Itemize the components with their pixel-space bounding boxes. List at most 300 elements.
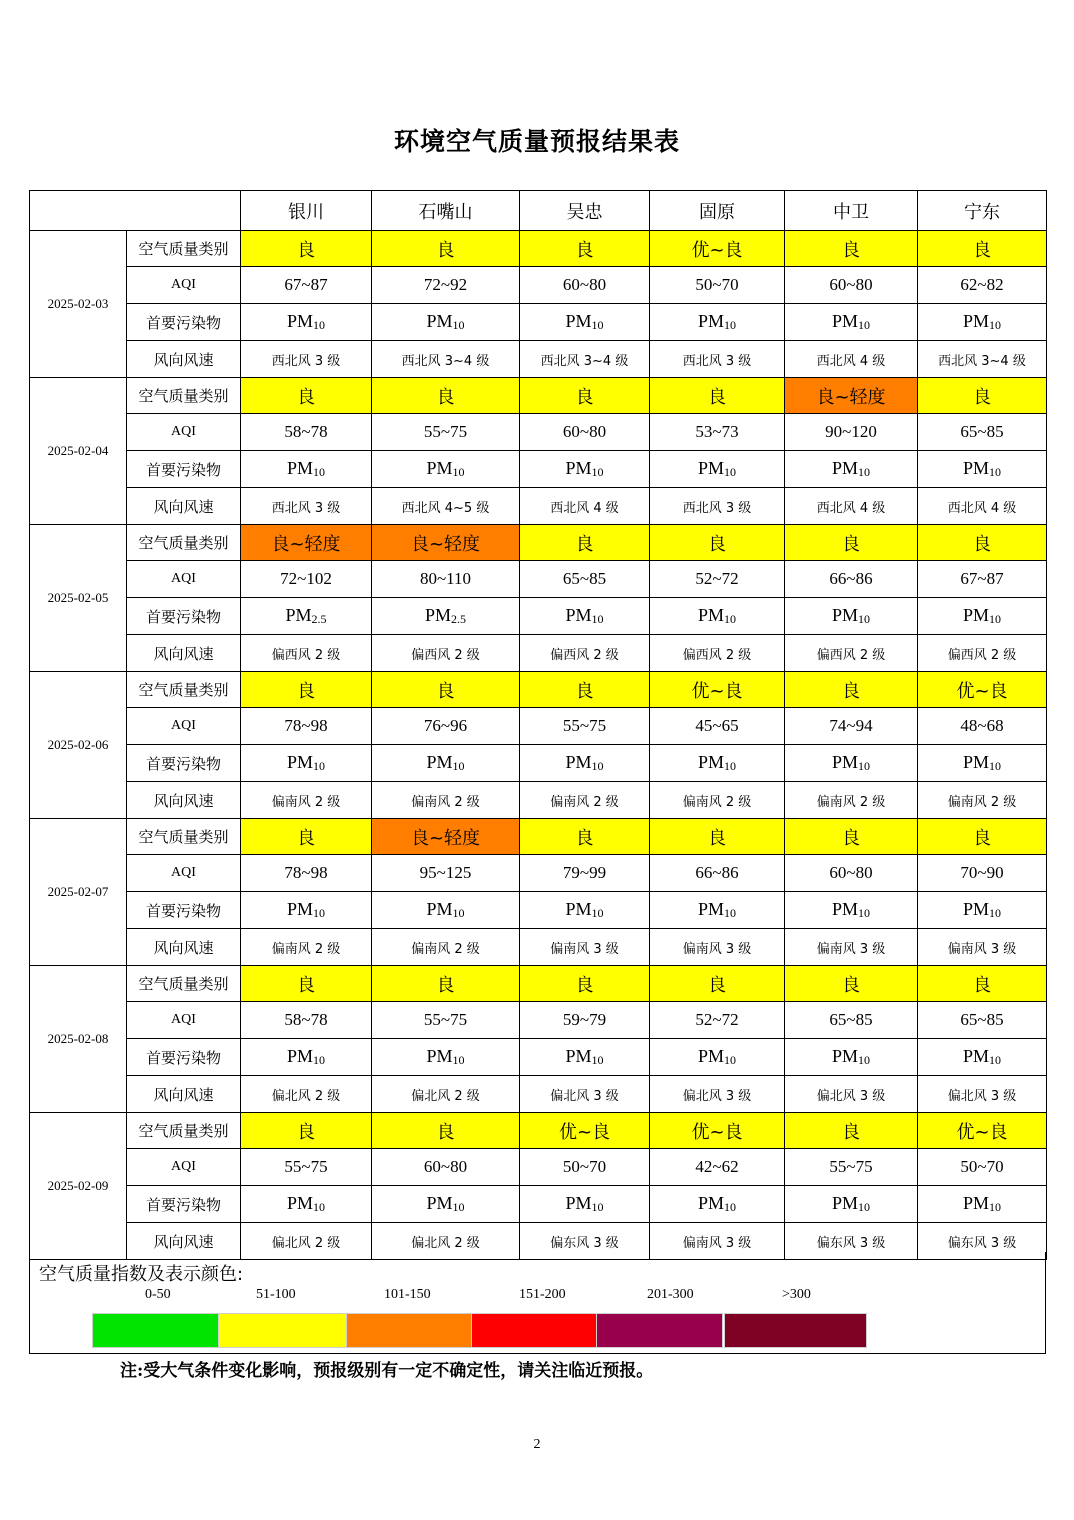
- primary-pollutant-cell: [918, 598, 1047, 635]
- wind-cell: 偏南风 3 级: [650, 1223, 785, 1260]
- row-label-wind: 风向风速: [127, 341, 241, 378]
- aqi-range-cell: 60~80: [785, 855, 918, 892]
- primary-pollutant-cell: [241, 1186, 372, 1223]
- aqi-range-cell: 78~98: [241, 708, 372, 745]
- pollutant-prefix: PM: [962, 1046, 989, 1066]
- aqi-range-cell: 78~98: [241, 855, 372, 892]
- row-label-aqi: AQI: [127, 267, 241, 304]
- pollutant-prefix: PM: [831, 1193, 858, 1213]
- wind-cell: 西北风 3 级: [650, 488, 785, 525]
- city-header: 吴忠: [520, 191, 650, 231]
- forecast-row-aqi: [30, 1002, 1047, 1039]
- aqi-range-cell: 55~75: [241, 1149, 372, 1186]
- aqi-category-cell: 良: [520, 966, 650, 1002]
- aqi-range-cell: 65~85: [918, 414, 1047, 451]
- aqi-category-cell: 良: [785, 819, 918, 855]
- wind-cell: 西北风 4 级: [785, 341, 918, 378]
- pollutant-prefix: PM: [286, 752, 313, 772]
- date-cell: 2025-02-06: [30, 672, 127, 819]
- aqi-range-cell: 60~80: [520, 267, 650, 304]
- row-label-pollutant: 首要污染物: [127, 451, 241, 488]
- forecast-note: 注:受大气条件变化影响，预报级别有一定不确定性，请关注临近预报。: [120, 1361, 654, 1381]
- pollutant-subscript: 10: [858, 612, 870, 626]
- primary-pollutant-cell: [241, 1039, 372, 1076]
- row-label-category: 空气质量类别: [127, 231, 241, 267]
- aqi-category-cell: 优~良: [650, 231, 785, 267]
- pollutant-subscript: 10: [989, 1200, 1001, 1214]
- wind-cell: 偏南风 3 级: [520, 929, 650, 966]
- aqi-category-cell: 良: [650, 378, 785, 414]
- pollutant-prefix: PM: [286, 1046, 313, 1066]
- primary-pollutant-cell: [918, 892, 1047, 929]
- wind-cell: 偏南风 2 级: [650, 782, 785, 819]
- wind-cell: 偏南风 2 级: [785, 782, 918, 819]
- aqi-category-cell: 良: [241, 1113, 372, 1149]
- pollutant-subscript: 10: [313, 906, 325, 920]
- aqi-range-cell: 70~90: [918, 855, 1047, 892]
- wind-cell: 偏南风 3 级: [918, 929, 1047, 966]
- wind-cell: 西北风 4 级: [785, 488, 918, 525]
- aqi-range-cell: 65~85: [520, 561, 650, 598]
- aqi-range-cell: 52~72: [650, 1002, 785, 1039]
- primary-pollutant-cell: [785, 892, 918, 929]
- pollutant-subscript: 10: [989, 906, 1001, 920]
- date-cell: 2025-02-03: [30, 231, 127, 378]
- pollutant-subscript: 2.5: [311, 612, 327, 626]
- row-label-pollutant: 首要污染物: [127, 892, 241, 929]
- wind-cell: 偏南风 2 级: [918, 782, 1047, 819]
- aqi-category-cell: 良: [918, 966, 1047, 1002]
- pollutant-subscript: 10: [452, 318, 465, 332]
- aqi-range-cell: 66~86: [785, 561, 918, 598]
- date-cell: 2025-02-04: [30, 378, 127, 525]
- primary-pollutant-cell: [372, 451, 520, 488]
- pollutant-subscript: 10: [452, 1053, 465, 1067]
- pollutant-subscript: 10: [989, 318, 1001, 332]
- row-label-wind: 风向风速: [127, 1223, 241, 1260]
- pollutant-subscript: 10: [724, 1200, 736, 1214]
- aqi-range-cell: 76~96: [372, 708, 520, 745]
- pollutant-prefix: PM: [697, 458, 724, 478]
- legend-range-label: 151-200: [519, 1287, 566, 1302]
- pollutant-prefix: PM: [286, 311, 313, 331]
- pollutant-prefix: PM: [962, 458, 989, 478]
- row-label-category: 空气质量类别: [127, 672, 241, 708]
- row-label-aqi: AQI: [127, 414, 241, 451]
- aqi-category-cell: 良: [650, 966, 785, 1002]
- forecast-row-category: [30, 1113, 1047, 1149]
- corner-cell: [30, 191, 241, 231]
- pollutant-prefix: PM: [831, 752, 858, 772]
- pollutant-subscript: 10: [591, 465, 604, 479]
- pollutant-subscript: 10: [724, 465, 736, 479]
- forecast-row-aqi: [30, 708, 1047, 745]
- primary-pollutant-cell: [372, 304, 520, 341]
- pollutant-prefix: PM: [962, 752, 989, 772]
- date-cell: 2025-02-07: [30, 819, 127, 966]
- pollutant-prefix: PM: [565, 1046, 592, 1066]
- pollutant-prefix: PM: [426, 1046, 453, 1066]
- primary-pollutant-cell: [918, 745, 1047, 782]
- aqi-range-cell: 55~75: [372, 414, 520, 451]
- wind-cell: 西北风 4 级: [520, 488, 650, 525]
- wind-cell: 偏北风 2 级: [241, 1076, 372, 1113]
- row-label-aqi: AQI: [127, 708, 241, 745]
- aqi-range-cell: 52~72: [650, 561, 785, 598]
- pollutant-subscript: 10: [989, 1053, 1001, 1067]
- primary-pollutant-cell: [650, 745, 785, 782]
- pollutant-subscript: 10: [724, 906, 736, 920]
- primary-pollutant-cell: [520, 1039, 650, 1076]
- wind-cell: 西北风 3 级: [241, 488, 372, 525]
- primary-pollutant-cell: [650, 1039, 785, 1076]
- aqi-category-cell: 良: [372, 966, 520, 1002]
- city-header: 石嘴山: [372, 191, 520, 231]
- aqi-range-cell: 60~80: [372, 1149, 520, 1186]
- primary-pollutant-cell: [918, 1039, 1047, 1076]
- aqi-category-cell: 良~轻度: [785, 378, 918, 414]
- aqi-range-cell: 79~99: [520, 855, 650, 892]
- forecast-table: [29, 190, 1047, 1260]
- aqi-category-cell: 良: [520, 378, 650, 414]
- pollutant-prefix: PM: [424, 605, 451, 625]
- forecast-row-category: [30, 672, 1047, 708]
- wind-cell: 偏北风 2 级: [372, 1223, 520, 1260]
- row-label-pollutant: 首要污染物: [127, 304, 241, 341]
- pollutant-prefix: PM: [426, 899, 453, 919]
- pollutant-prefix: PM: [962, 1193, 989, 1213]
- pollutant-prefix: PM: [565, 311, 592, 331]
- forecast-body: [30, 191, 1047, 1260]
- legend-range-label: 201-300: [647, 1287, 694, 1302]
- row-label-wind: 风向风速: [127, 782, 241, 819]
- date-cell: 2025-02-05: [30, 525, 127, 672]
- legend-color-swatch: [471, 1313, 597, 1348]
- wind-cell: 西北风 3 级: [241, 341, 372, 378]
- pollutant-prefix: PM: [426, 1193, 453, 1213]
- aqi-category-cell: 优~良: [650, 672, 785, 708]
- forecast-row-wind: [30, 929, 1047, 966]
- aqi-category-cell: 良: [520, 525, 650, 561]
- primary-pollutant-cell: [520, 1186, 650, 1223]
- aqi-range-cell: 53~73: [650, 414, 785, 451]
- forecast-row-pollutant: [30, 451, 1047, 488]
- legend-color-swatch: [596, 1313, 723, 1348]
- forecast-row-category: [30, 819, 1047, 855]
- aqi-category-cell: 优~良: [520, 1113, 650, 1149]
- forecast-row-aqi: [30, 414, 1047, 451]
- pollutant-subscript: 2.5: [451, 612, 466, 626]
- aqi-category-cell: 良: [372, 672, 520, 708]
- wind-cell: 偏东风 3 级: [785, 1223, 918, 1260]
- primary-pollutant-cell: [918, 451, 1047, 488]
- aqi-category-cell: 良~轻度: [241, 525, 372, 561]
- pollutant-subscript: 10: [989, 465, 1001, 479]
- primary-pollutant-cell: [520, 745, 650, 782]
- primary-pollutant-cell: [372, 892, 520, 929]
- aqi-category-cell: 良: [520, 231, 650, 267]
- pollutant-subscript: 10: [313, 1053, 325, 1067]
- wind-cell: 偏南风 2 级: [372, 929, 520, 966]
- aqi-range-cell: 67~87: [918, 561, 1047, 598]
- aqi-range-cell: 60~80: [785, 267, 918, 304]
- aqi-category-cell: 良: [918, 525, 1047, 561]
- row-label-pollutant: 首要污染物: [127, 598, 241, 635]
- wind-cell: 偏北风 3 级: [520, 1076, 650, 1113]
- pollutant-prefix: PM: [565, 752, 592, 772]
- page-number: 2: [533, 1437, 541, 1452]
- pollutant-prefix: PM: [697, 1193, 724, 1213]
- wind-cell: 偏西风 2 级: [372, 635, 520, 672]
- pollutant-prefix: PM: [831, 899, 858, 919]
- pollutant-subscript: 10: [858, 1053, 870, 1067]
- forecast-row-aqi: [30, 561, 1047, 598]
- aqi-range-cell: 42~62: [650, 1149, 785, 1186]
- pollutant-subscript: 10: [591, 1053, 604, 1067]
- legend-title: 空气质量指数及表示颜色:: [39, 1264, 244, 1285]
- row-label-aqi: AQI: [127, 1002, 241, 1039]
- aqi-category-cell: 良~轻度: [372, 525, 520, 561]
- page-title: 环境空气质量预报结果表: [393, 127, 680, 156]
- primary-pollutant-cell: [241, 598, 372, 635]
- city-header: 宁东: [918, 191, 1047, 231]
- row-label-category: 空气质量类别: [127, 378, 241, 414]
- aqi-range-cell: 95~125: [372, 855, 520, 892]
- pollutant-prefix: PM: [565, 1193, 592, 1213]
- aqi-category-cell: 良: [785, 1113, 918, 1149]
- primary-pollutant-cell: [241, 304, 372, 341]
- aqi-category-cell: 良: [650, 525, 785, 561]
- wind-cell: 偏南风 2 级: [241, 782, 372, 819]
- wind-cell: 偏西风 2 级: [918, 635, 1047, 672]
- forecast-row-aqi: [30, 1149, 1047, 1186]
- row-label-category: 空气质量类别: [127, 525, 241, 561]
- primary-pollutant-cell: [241, 745, 372, 782]
- primary-pollutant-cell: [650, 892, 785, 929]
- primary-pollutant-cell: [372, 598, 520, 635]
- pollutant-prefix: PM: [286, 1193, 313, 1213]
- forecast-row-pollutant: [30, 745, 1047, 782]
- forecast-row-wind: [30, 782, 1047, 819]
- row-label-pollutant: 首要污染物: [127, 745, 241, 782]
- pollutant-prefix: PM: [697, 311, 724, 331]
- aqi-range-cell: 72~102: [241, 561, 372, 598]
- forecast-row-category: [30, 378, 1047, 414]
- forecast-row-pollutant: [30, 1186, 1047, 1223]
- aqi-range-cell: 65~85: [918, 1002, 1047, 1039]
- pollutant-prefix: PM: [697, 1046, 724, 1066]
- pollutant-subscript: 10: [989, 612, 1001, 626]
- wind-cell: 偏南风 3 级: [785, 929, 918, 966]
- pollutant-subscript: 10: [989, 759, 1001, 773]
- pollutant-subscript: 10: [452, 906, 465, 920]
- wind-cell: 偏西风 2 级: [241, 635, 372, 672]
- aqi-range-cell: 80~110: [372, 561, 520, 598]
- pollutant-prefix: PM: [565, 458, 592, 478]
- wind-cell: 偏东风 3 级: [520, 1223, 650, 1260]
- primary-pollutant-cell: [650, 598, 785, 635]
- legend-color-swatch: [218, 1313, 347, 1348]
- pollutant-subscript: 10: [313, 1200, 325, 1214]
- primary-pollutant-cell: [241, 451, 372, 488]
- aqi-category-cell: 良: [372, 378, 520, 414]
- wind-cell: 西北风 3 级: [650, 341, 785, 378]
- aqi-category-cell: 良: [241, 819, 372, 855]
- pollutant-subscript: 10: [313, 318, 325, 332]
- wind-cell: 偏南风 2 级: [372, 782, 520, 819]
- aqi-range-cell: 50~70: [918, 1149, 1047, 1186]
- row-label-category: 空气质量类别: [127, 819, 241, 855]
- pollutant-prefix: PM: [426, 311, 453, 331]
- primary-pollutant-cell: [372, 1039, 520, 1076]
- wind-cell: 西北风 4~5 级: [372, 488, 520, 525]
- pollutant-subscript: 10: [724, 759, 736, 773]
- legend-color-swatch: [724, 1313, 867, 1348]
- row-label-wind: 风向风速: [127, 488, 241, 525]
- primary-pollutant-cell: [520, 598, 650, 635]
- forecast-row-wind: [30, 488, 1047, 525]
- pollutant-prefix: PM: [697, 752, 724, 772]
- pollutant-subscript: 10: [591, 759, 604, 773]
- aqi-range-cell: 60~80: [520, 414, 650, 451]
- pollutant-subscript: 10: [452, 759, 465, 773]
- aqi-category-cell: 良: [918, 231, 1047, 267]
- aqi-range-cell: 48~68: [918, 708, 1047, 745]
- aqi-category-cell: 优~良: [918, 672, 1047, 708]
- wind-cell: 偏北风 2 级: [372, 1076, 520, 1113]
- wind-cell: 偏北风 2 级: [241, 1223, 372, 1260]
- wind-cell: 西北风 3~4 级: [918, 341, 1047, 378]
- row-label-wind: 风向风速: [127, 635, 241, 672]
- aqi-category-cell: 良: [372, 1113, 520, 1149]
- aqi-range-cell: 55~75: [785, 1149, 918, 1186]
- legend-range-label: 51-100: [256, 1287, 296, 1302]
- forecast-row-category: [30, 966, 1047, 1002]
- primary-pollutant-cell: [650, 451, 785, 488]
- aqi-category-cell: 良: [918, 378, 1047, 414]
- row-label-wind: 风向风速: [127, 1076, 241, 1113]
- aqi-category-cell: 良: [241, 378, 372, 414]
- aqi-range-cell: 74~94: [785, 708, 918, 745]
- wind-cell: 偏南风 2 级: [520, 782, 650, 819]
- city-header: 中卫: [785, 191, 918, 231]
- aqi-category-cell: 良: [372, 231, 520, 267]
- primary-pollutant-cell: [918, 304, 1047, 341]
- aqi-range-cell: 65~85: [785, 1002, 918, 1039]
- forecast-row-pollutant: [30, 304, 1047, 341]
- forecast-row-aqi: [30, 855, 1047, 892]
- aqi-category-cell: 优~良: [650, 1113, 785, 1149]
- primary-pollutant-cell: [650, 1186, 785, 1223]
- legend-range-label: >300: [782, 1287, 811, 1302]
- primary-pollutant-cell: [650, 304, 785, 341]
- aqi-range-cell: 90~120: [785, 414, 918, 451]
- aqi-category-cell: 良: [785, 231, 918, 267]
- city-header: 固原: [650, 191, 785, 231]
- pollutant-prefix: PM: [831, 1046, 858, 1066]
- row-label-category: 空气质量类别: [127, 1113, 241, 1149]
- aqi-category-cell: 良: [241, 966, 372, 1002]
- pollutant-subscript: 10: [724, 612, 736, 626]
- forecast-row-wind: [30, 635, 1047, 672]
- pollutant-prefix: PM: [962, 899, 989, 919]
- wind-cell: 偏西风 2 级: [520, 635, 650, 672]
- row-label-aqi: AQI: [127, 855, 241, 892]
- legend-color-swatch: [92, 1313, 219, 1348]
- pollutant-subscript: 10: [724, 1053, 736, 1067]
- pollutant-prefix: PM: [426, 752, 453, 772]
- pollutant-prefix: PM: [286, 899, 313, 919]
- forecast-row-pollutant: [30, 892, 1047, 929]
- row-label-aqi: AQI: [127, 1149, 241, 1186]
- aqi-category-cell: 良: [918, 819, 1047, 855]
- pollutant-prefix: PM: [831, 311, 858, 331]
- row-label-category: 空气质量类别: [127, 966, 241, 1002]
- aqi-range-cell: 67~87: [241, 267, 372, 304]
- pollutant-subscript: 10: [858, 759, 870, 773]
- forecast-row-pollutant: [30, 598, 1047, 635]
- pollutant-prefix: PM: [962, 605, 989, 625]
- aqi-range-cell: 55~75: [520, 708, 650, 745]
- aqi-category-cell: 良: [241, 231, 372, 267]
- forecast-row-category: [30, 231, 1047, 267]
- city-header: 银川: [241, 191, 372, 231]
- aqi-range-cell: 55~75: [372, 1002, 520, 1039]
- wind-cell: 偏东风 3 级: [918, 1223, 1047, 1260]
- row-label-pollutant: 首要污染物: [127, 1186, 241, 1223]
- primary-pollutant-cell: [785, 745, 918, 782]
- primary-pollutant-cell: [520, 892, 650, 929]
- forecast-row-wind: [30, 341, 1047, 378]
- wind-cell: 偏北风 3 级: [918, 1076, 1047, 1113]
- city-header-row: [30, 191, 1047, 231]
- pollutant-subscript: 10: [591, 318, 604, 332]
- primary-pollutant-cell: [785, 1186, 918, 1223]
- wind-cell: 西北风 3~4 级: [372, 341, 520, 378]
- aqi-category-cell: 良~轻度: [372, 819, 520, 855]
- legend-color-swatch: [346, 1313, 472, 1348]
- primary-pollutant-cell: [785, 451, 918, 488]
- pollutant-subscript: 10: [858, 906, 870, 920]
- forecast-row-wind: [30, 1076, 1047, 1113]
- pollutant-subscript: 10: [452, 1200, 465, 1214]
- pollutant-prefix: PM: [285, 605, 312, 625]
- pollutant-subscript: 10: [858, 465, 870, 479]
- aqi-range-cell: 66~86: [650, 855, 785, 892]
- wind-cell: 偏西风 2 级: [650, 635, 785, 672]
- primary-pollutant-cell: [241, 892, 372, 929]
- pollutant-subscript: 10: [313, 759, 325, 773]
- primary-pollutant-cell: [372, 745, 520, 782]
- row-label-wind: 风向风速: [127, 929, 241, 966]
- aqi-category-cell: 良: [520, 819, 650, 855]
- primary-pollutant-cell: [520, 304, 650, 341]
- pollutant-subscript: 10: [452, 465, 465, 479]
- aqi-range-cell: 72~92: [372, 267, 520, 304]
- legend-range-label: 101-150: [384, 1287, 431, 1302]
- aqi-color-legend: [29, 1252, 1046, 1354]
- primary-pollutant-cell: [785, 1039, 918, 1076]
- pollutant-prefix: PM: [565, 899, 592, 919]
- pollutant-prefix: PM: [286, 458, 313, 478]
- primary-pollutant-cell: [785, 304, 918, 341]
- pollutant-prefix: PM: [697, 605, 724, 625]
- pollutant-subscript: 10: [591, 612, 604, 626]
- pollutant-subscript: 10: [313, 465, 325, 479]
- forecast-row-aqi: [30, 267, 1047, 304]
- primary-pollutant-cell: [520, 451, 650, 488]
- forecast-row-category: [30, 525, 1047, 561]
